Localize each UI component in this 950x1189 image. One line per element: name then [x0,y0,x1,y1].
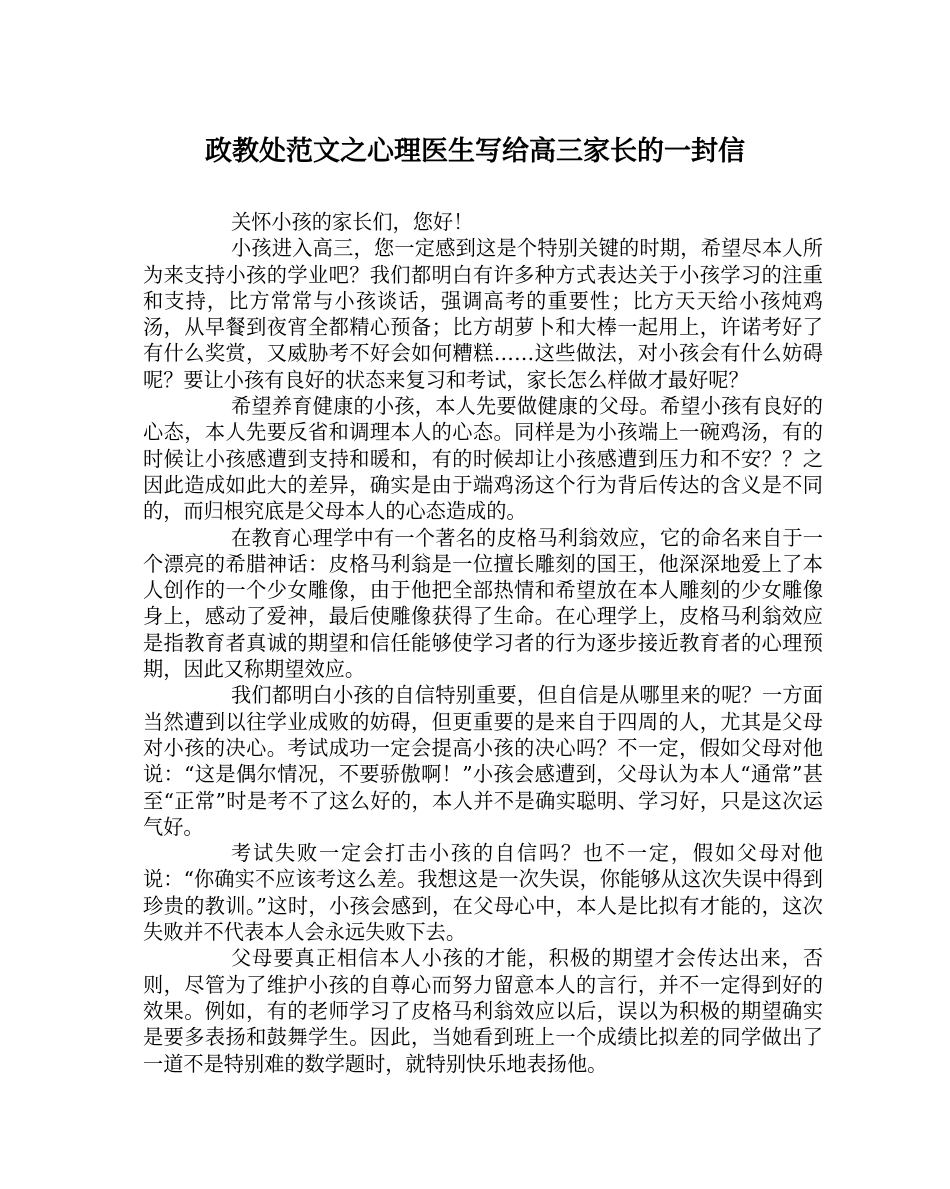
body-paragraph: 父母要真正相信本人小孩的才能，积极的期望才会传达出来，否则，尽管为了维护小孩的自尊心而努力留意本人的言行，并不一定得到好的效果。例如，有的老师学习了皮格马利翁效应以后，误以为积极的期望确实是要多表扬和鼓舞学生。因此，当她看到班上一个成绩比拟差的同学做出了一道不是特别难的数学题时，就特别快乐地表扬他。 [143,946,823,1076]
body-paragraph: 考试失败一定会打击小孩的自信吗？也不一定，假如父母对他说：“你确实不应该考这么差。我想这是一次失误，你能够从这次失误中得到珍贵的教训。”这时，小孩会感到，在父母心中，本人是比拟有才能的，这次失败并不代表本人会永远失败下去。 [143,841,823,945]
body-paragraph: 我们都明白小孩的自信特别重要，但自信是从哪里来的呢？一方面当然遭到以往学业成败的妨碍，但更重要的是来自于四周的人，尤其是父母对小孩的决心。考试成功一定会提高小孩的决心吗？不一定，假如父母对他说：“这是偶尔情况，不要骄傲啊！”小孩会感遭到，父母认为本人“通常”甚至“正常”时是考不了这么好的，本人并不是确实聪明、学习好，只是这次运气好。 [143,683,823,839]
body-paragraph: 小孩进入高三，您一定感到这是个特别关键的时期，希望尽本人所为来支持小孩的学业吧？我们都明白有许多种方式表达关于小孩学习的注重和支持，比方常常与小孩谈话，强调高考的重要性；比方天天给小孩炖鸡汤，从早餐到夜宵全都精心预备；比方胡萝卜和大棒一起用上，许诺考好了有什么奖赏，又威胁考不好会如何糟糕……这些做法，对小孩会有什么妨碍呢？要让小孩有良好的状态来复习和考试，家长怎么样做才最好呢？ [143,236,823,392]
document-body [143,209,823,1077]
body-paragraph: 希望养育健康的小孩，本人先要做健康的父母。希望小孩有良好的心态，本人先要反省和调理本人的心态。同样是为小孩端上一碗鸡汤，有的时候让小孩感遭到支持和暖和，有的时候却让小孩感遭到压力和不安？？之因此造成如此大的差异，确实是由于端鸡汤这个行为背后传达的含义是不同的，而归根究底是父母本人的心态造成的。 [143,394,823,524]
document-title: 政教处范文之心理医生写给高三家长的一封信 [205,136,745,167]
body-paragraph: 在教育心理学中有一个著名的皮格马利翁效应，它的命名来自于一个漂亮的希腊神话：皮格马利翁是一位擅长雕刻的国王，他深深地爱上了本人创作的一个少女雕像，由于他把全部热情和希望放在本人雕刻的少女雕像身上，感动了爱神，最后使雕像获得了生命。在心理学上，皮格马利翁效应是指教育者真诚的期望和信任能够使学习者的行为逐步接近教育者的心理预期，因此又称期望效应。 [143,525,823,682]
salutation-paragraph: 关怀小孩的家长们，您好！ [231,210,474,234]
